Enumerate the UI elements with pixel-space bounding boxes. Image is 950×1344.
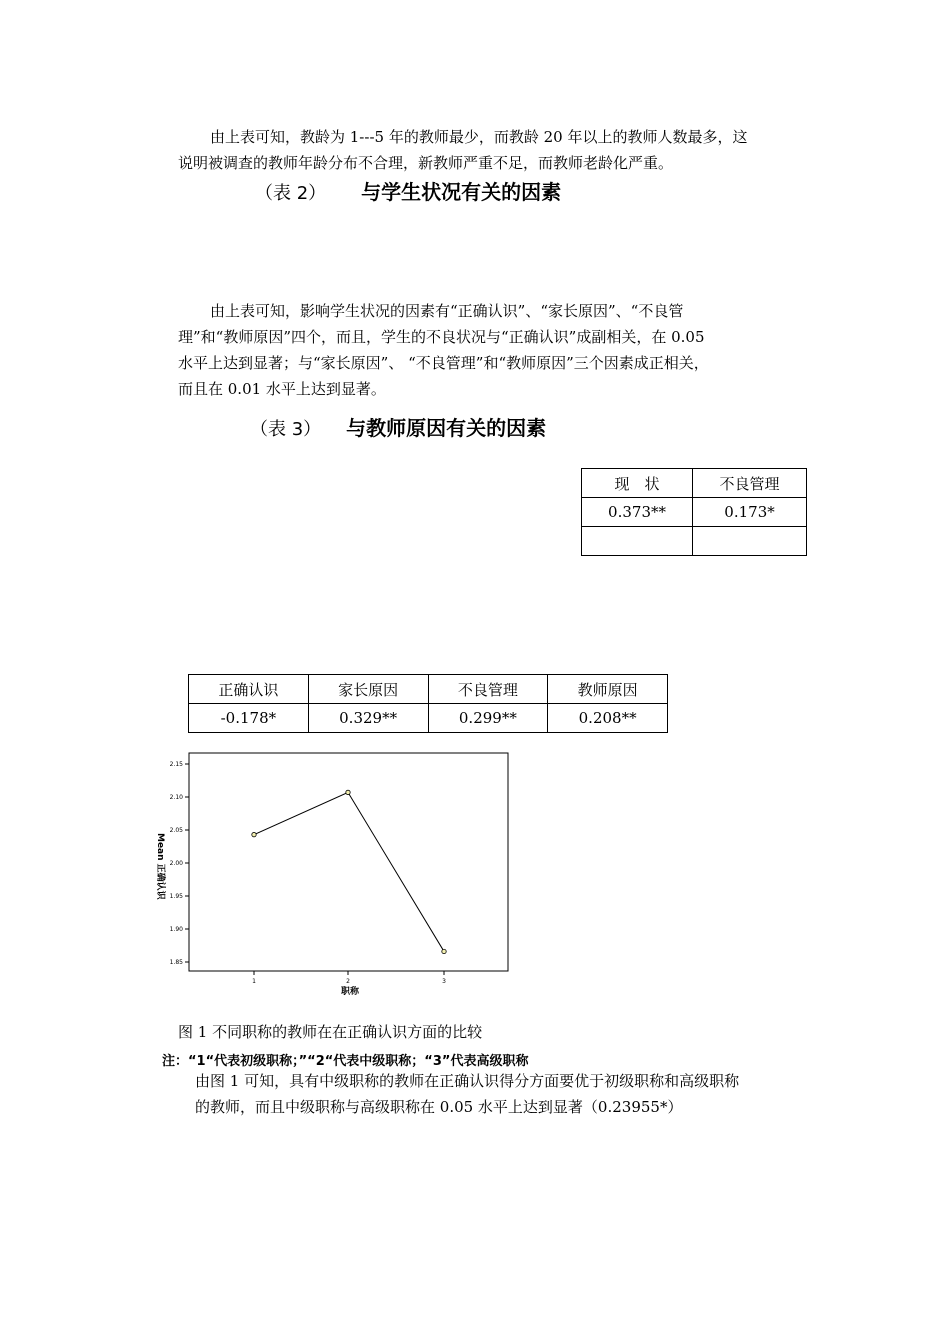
table-cell xyxy=(693,527,807,556)
data-point xyxy=(346,790,350,794)
table-header-cell: 正确认识 xyxy=(189,675,309,704)
table2-heading-label: （表 2） xyxy=(255,183,327,204)
data-point xyxy=(442,949,446,953)
student-line-1: 由上表可知，影响学生状况的因素有“正确认识”、“家长原因”、“不良管 xyxy=(210,302,684,320)
table3-heading-title: 与教师原因有关的因素 xyxy=(346,416,547,440)
student-line-3: 水平上达到显著；与“家长原因”、 “不良管理”和“教师原因”三个因素成正相关， xyxy=(178,354,709,372)
intro-line-2: 说明被调查的教师年龄分布不合理，新教师严重不足，而教师老龄化严重。 xyxy=(178,154,674,172)
table-header-cell: 不良管理 xyxy=(693,469,807,498)
intro-paragraph xyxy=(178,124,747,176)
table-row xyxy=(582,527,807,556)
y-tick-label: 1.95 xyxy=(169,893,183,900)
intro-line-1: 由上表可知，教龄为 1---5 年的教师最少，而教龄 20 年以上的教师人数最多，这 xyxy=(210,128,748,146)
x-axis-label: 职称 xyxy=(340,987,360,997)
teacher-factors-table xyxy=(581,468,807,556)
figure-note: 注：“1“代表初级职称；”“2“代表中级职称；“3”代表高级职称 xyxy=(162,1054,529,1069)
figure-caption: 图 1 不同职称的教师在在正确认识方面的比较 xyxy=(178,1023,483,1041)
conclusion-line-1: 由图 1 可知，具有中级职称的教师在正确认识得分方面要优于初级职称和高级职称 xyxy=(195,1072,740,1090)
table2-heading xyxy=(255,176,561,205)
y-tick-label: 2.10 xyxy=(169,794,183,801)
data-point xyxy=(252,832,256,836)
student-line-4: 而且在 0.01 水平上达到显著。 xyxy=(178,380,386,398)
table-cell: 0.373** xyxy=(582,498,693,527)
table-header-cell: 教师原因 xyxy=(548,675,668,704)
table-cell: 0.173* xyxy=(693,498,807,527)
mean-line-chart xyxy=(150,748,520,998)
x-tick-label: 1 xyxy=(252,978,256,985)
x-tick-label: 3 xyxy=(442,978,446,985)
table2-heading-title: 与学生状况有关的因素 xyxy=(361,180,562,204)
student-factors-paragraph xyxy=(178,298,709,402)
y-tick-label: 2.15 xyxy=(169,761,183,768)
x-tick-label: 2 xyxy=(346,978,350,985)
table-cell: -0.178* xyxy=(189,704,309,733)
table-cell: 0.299** xyxy=(428,704,548,733)
table-cell xyxy=(582,527,693,556)
y-tick-label: 2.00 xyxy=(169,860,183,867)
table-header-cell: 现 状 xyxy=(582,469,693,498)
table-row xyxy=(582,498,807,527)
series-line xyxy=(254,792,444,951)
y-tick-label: 1.85 xyxy=(169,959,183,966)
table-row xyxy=(582,469,807,498)
conclusion-line-2: 的教师，而且中级职称与高级职称在 0.05 水平上达到显著（0.23955*） xyxy=(195,1098,683,1116)
student-line-2: 理”和“教师原因”四个，而且，学生的不良状况与“正确认识”成副相关，在 0.05 xyxy=(178,328,705,346)
table-cell: 0.329** xyxy=(308,704,428,733)
table-row xyxy=(189,675,668,704)
table-cell: 0.208** xyxy=(548,704,668,733)
table-header-cell: 家长原因 xyxy=(308,675,428,704)
table3-heading-label: （表 3） xyxy=(250,419,322,440)
y-tick-label: 1.90 xyxy=(169,926,183,933)
table-header-cell: 不良管理 xyxy=(428,675,548,704)
student-factors-table xyxy=(188,674,668,733)
y-tick-label: 2.05 xyxy=(169,827,183,834)
table-row xyxy=(189,704,668,733)
y-axis-label: Mean 正确认识 xyxy=(155,833,165,900)
figure-conclusion-paragraph xyxy=(195,1068,739,1120)
table3-heading xyxy=(250,412,546,441)
plot-frame xyxy=(189,753,508,971)
